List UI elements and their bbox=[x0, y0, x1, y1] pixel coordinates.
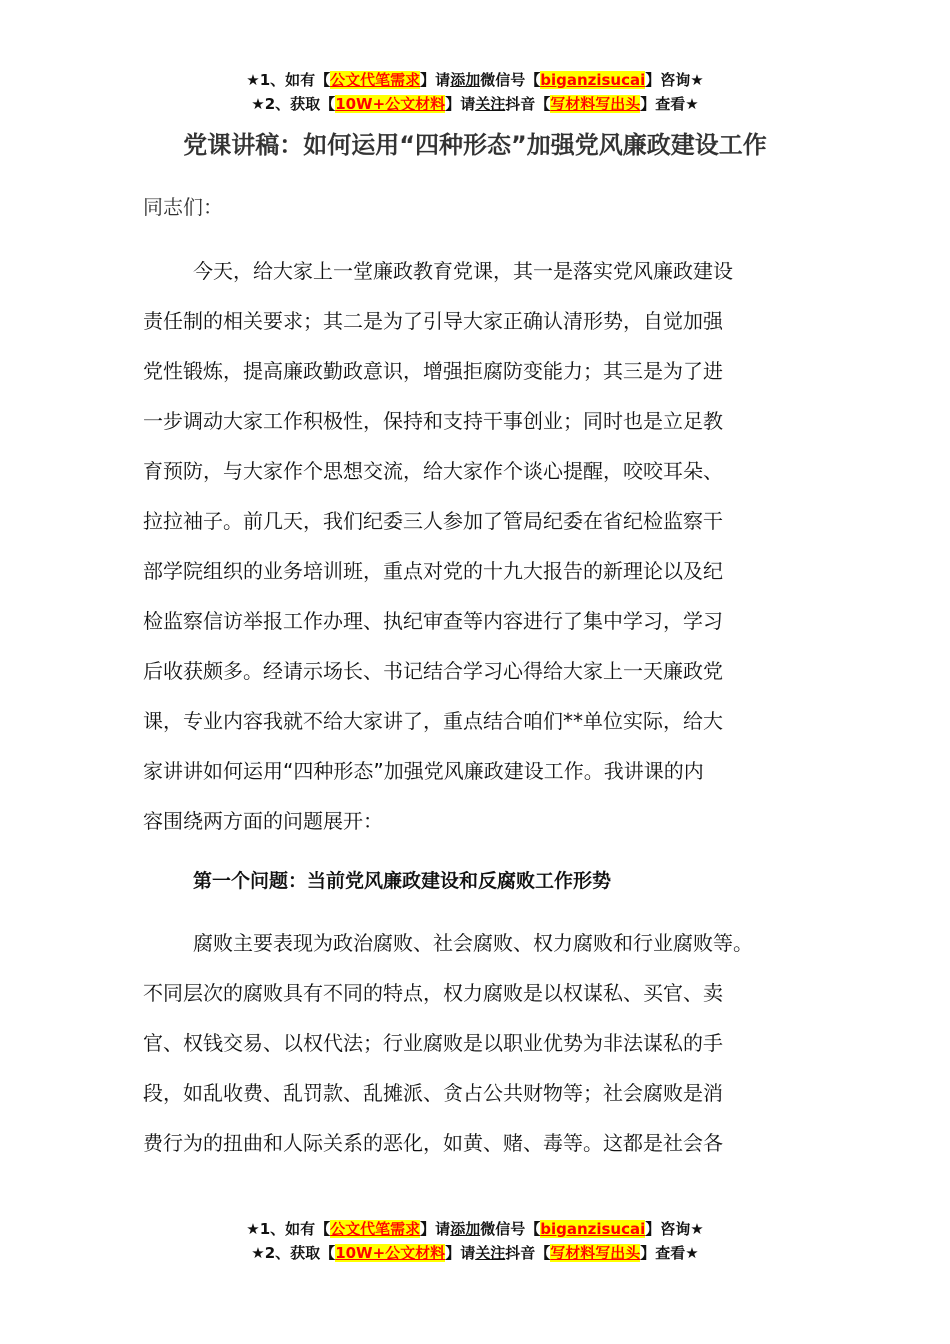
promo-text: ★2、获取【 bbox=[251, 1244, 336, 1262]
promo-text: 】咨询★ bbox=[645, 1220, 704, 1238]
paragraph-line: 拉拉袖子。前几天，我们纪委三人参加了管局纪委在省纪检监察干 bbox=[143, 509, 723, 533]
paragraph-line: 腐败主要表现为政治腐败、社会腐败、权力腐败和行业腐败等。 bbox=[193, 931, 753, 955]
promo-wechat-id: biganzisucai bbox=[540, 71, 646, 89]
salutation: 同志们： bbox=[143, 195, 223, 219]
promo-highlight: 公文代笔需求 bbox=[330, 1220, 421, 1238]
paragraph-intro bbox=[143, 246, 733, 846]
promo-text: 微信号【 bbox=[480, 1220, 541, 1238]
promo-text: 抖音【 bbox=[505, 1244, 551, 1262]
footer-promo-banner bbox=[0, 1217, 950, 1265]
promo-line-2 bbox=[0, 92, 950, 116]
paragraph-line: 段，如乱收费、乱罚款、乱摊派、贪占公共财物等；社会腐败是消 bbox=[143, 1081, 723, 1105]
paragraph-line: 官、权钱交易、以权代法；行业腐败是以职业优势为非法谋私的手 bbox=[143, 1031, 723, 1055]
paragraph-line: 不同层次的腐败具有不同的特点，权力腐败是以权谋私、买官、卖 bbox=[143, 981, 723, 1005]
promo-douyin-account: 写材料写出头 bbox=[550, 95, 641, 113]
section-heading: 第一个问题：当前党风廉政建设和反腐败工作形势 bbox=[193, 870, 612, 892]
paragraph-line: 后收获颇多。经请示场长、书记结合学习心得给大家上一天廉政党 bbox=[143, 659, 723, 683]
document-title: 党课讲稿：如何运用“四种形态”加强党风廉政建设工作 bbox=[183, 131, 767, 159]
header-promo-banner bbox=[0, 68, 950, 116]
promo-text: ★1、如有【 bbox=[246, 1220, 331, 1238]
promo-text: 】咨询★ bbox=[645, 71, 704, 89]
paragraph-line: 家讲讲如何运用“四种形态”加强党风廉政建设工作。我讲课的内 bbox=[143, 759, 704, 783]
promo-highlight: 10W+公文材料 bbox=[335, 1244, 446, 1262]
promo-highlight: 公文代笔需求 bbox=[330, 71, 421, 89]
promo-line-2 bbox=[0, 1241, 950, 1265]
paragraph-line: 容围绕两方面的问题展开： bbox=[143, 809, 383, 833]
promo-text: 】请 bbox=[420, 71, 451, 89]
paragraph-line: 党性锻炼，提高廉政勤政意识，增强拒腐防变能力；其三是为了进 bbox=[143, 359, 723, 383]
promo-douyin-account: 写材料写出头 bbox=[550, 1244, 641, 1262]
promo-text: 】请 bbox=[420, 1220, 451, 1238]
promo-text: 】查看★ bbox=[640, 1244, 699, 1262]
promo-text: 微信号【 bbox=[480, 71, 541, 89]
promo-highlight: 10W+公文材料 bbox=[335, 95, 446, 113]
paragraph-line: 今天，给大家上一堂廉政教育党课，其一是落实党风廉政建设 bbox=[193, 259, 733, 283]
paragraph-line: 育预防，与大家作个思想交流，给大家作个谈心提醒，咬咬耳朵、 bbox=[143, 459, 723, 483]
promo-wechat-id: biganzisucai bbox=[540, 1220, 646, 1238]
promo-line-1 bbox=[0, 1217, 950, 1241]
paragraph-line: 责任制的相关要求；其二是为了引导大家正确认清形势，自觉加强 bbox=[143, 309, 723, 333]
promo-emphasis: 关注 bbox=[475, 1244, 506, 1262]
promo-emphasis: 添加 bbox=[450, 1220, 481, 1238]
promo-text: ★2、获取【 bbox=[251, 95, 336, 113]
paragraph-line: 检监察信访举报工作办理、执纪审查等内容进行了集中学习，学习 bbox=[143, 609, 723, 633]
promo-text: 】请 bbox=[445, 95, 476, 113]
promo-line-1 bbox=[0, 68, 950, 92]
paragraph-line: 课，专业内容我就不给大家讲了，重点结合咱们**单位实际，给大 bbox=[143, 709, 723, 733]
promo-text: ★1、如有【 bbox=[246, 71, 331, 89]
paragraph-corruption bbox=[143, 918, 753, 1168]
promo-emphasis: 关注 bbox=[475, 95, 506, 113]
paragraph-line: 部学院组织的业务培训班，重点对党的十九大报告的新理论以及纪 bbox=[143, 559, 723, 583]
paragraph-line: 费行为的扭曲和人际关系的恶化，如黄、赌、毒等。这都是社会各 bbox=[143, 1131, 723, 1155]
promo-text: 】请 bbox=[445, 1244, 476, 1262]
paragraph-line: 一步调动大家工作积极性，保持和支持干事创业；同时也是立足教 bbox=[143, 409, 723, 433]
promo-text: 】查看★ bbox=[640, 95, 699, 113]
promo-text: 抖音【 bbox=[505, 95, 551, 113]
promo-emphasis: 添加 bbox=[450, 71, 481, 89]
